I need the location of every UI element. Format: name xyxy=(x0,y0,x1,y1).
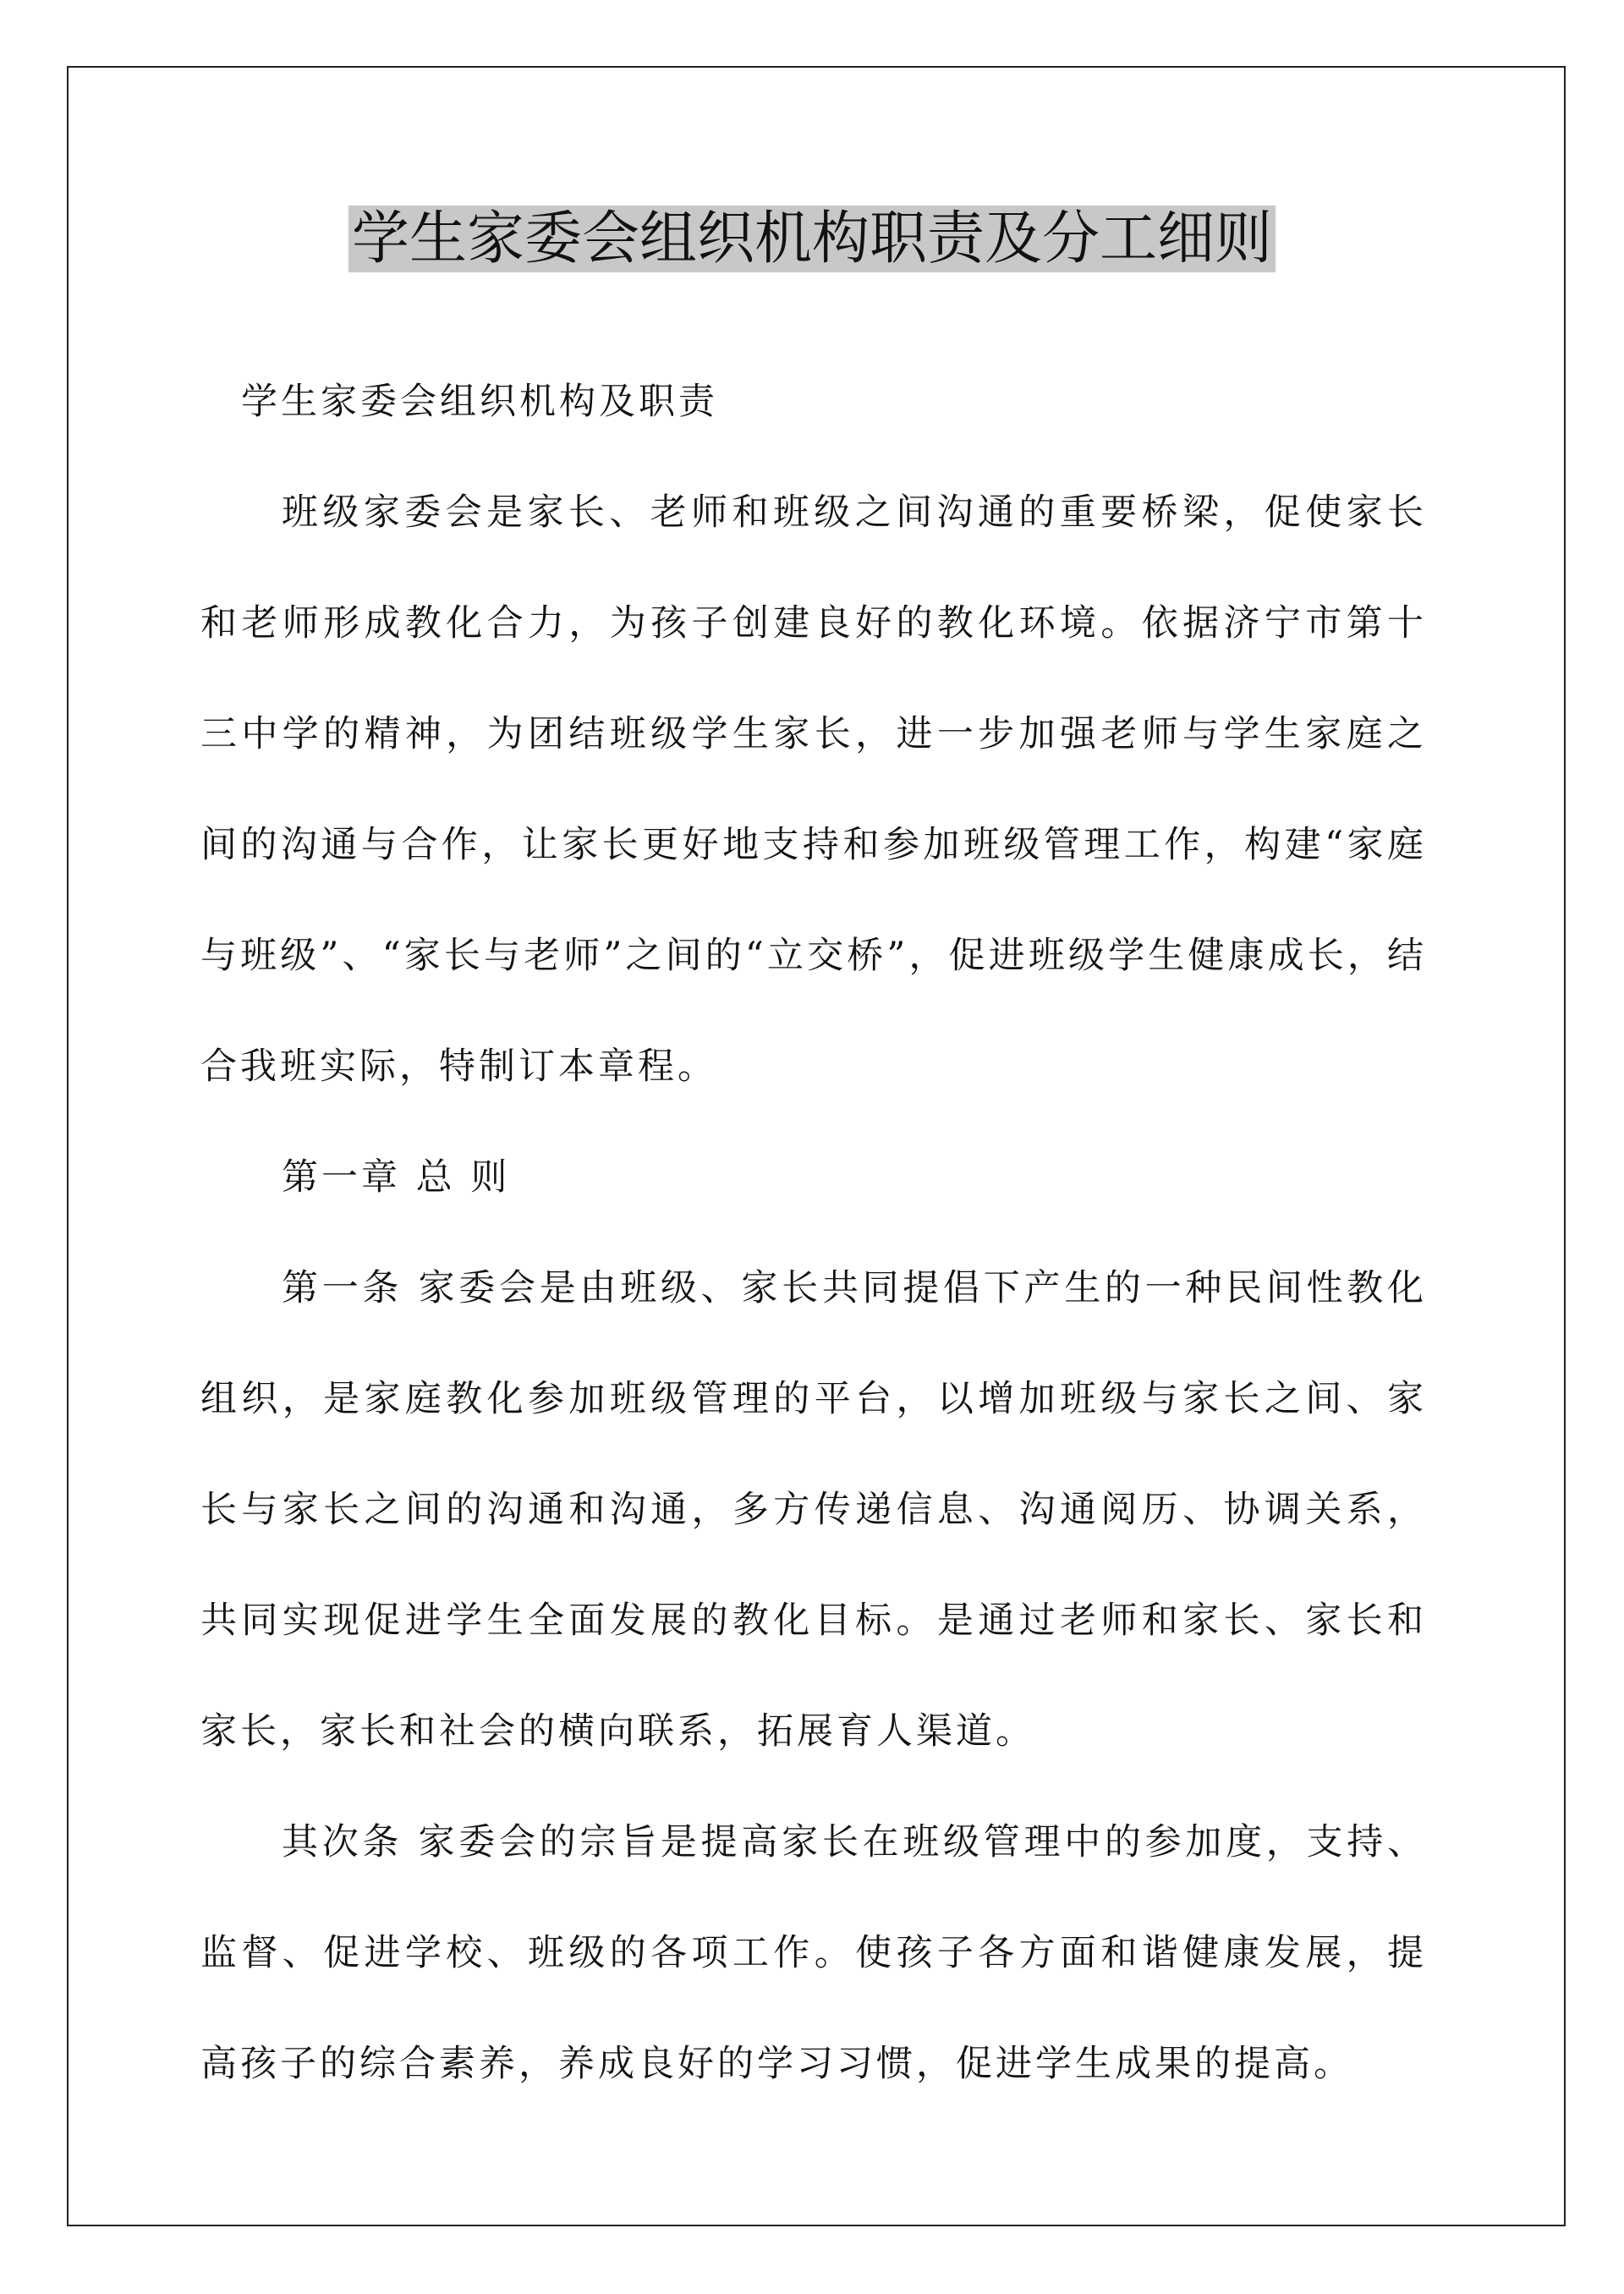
title-highlight: 学生家委会组织机构职责及分工细则 xyxy=(348,206,1276,272)
section-heading: 学生家委会组织机构及职责 xyxy=(241,381,718,423)
intro-paragraph: 班级家委会是家长、老师和班级之间沟通的重要桥梁，促使家长和老师形成教化合力，为孩子创建良好的教化环境。依据济宁市第十三中学的精神，为团结班级学生家长，进一步加强老师与学生家庭之间的沟通与合作，让家长更好地支持和参加班级管理工作，构建“家庭与班级”、“家长与老师”之间的“立交桥”，促进班级学生健康成长，结合我班实际，特制订本章程。 xyxy=(200,491,1427,1088)
article-1-paragraph: 第一条 家委会是由班级、家长共同提倡下产生的一种民间性教化组织，是家庭教化参加班级管理的平台，以增加班级与家长之间、家长与家长之间的沟通和沟通，多方传递信息、沟通阅历、协调关系，共同实现促进学生全面发展的教化目标。是通过老师和家长、家长和家长，家长和社会的横向联系，拓展育人渠道。 xyxy=(200,1267,1427,1753)
document-title xyxy=(0,201,1624,277)
chapter-heading: 第一章 总 则 xyxy=(282,1156,511,1199)
document-body xyxy=(200,347,1427,2120)
article-2-paragraph: 其次条 家委会的宗旨是提高家长在班级管理中的参加度，支持、监督、促进学校、班级的各项工作。使孩子各方面和谐健康发展，提高孩子的综合素养，养成良好的学习习惯，促进学生成果的提高。 xyxy=(200,1821,1427,2085)
